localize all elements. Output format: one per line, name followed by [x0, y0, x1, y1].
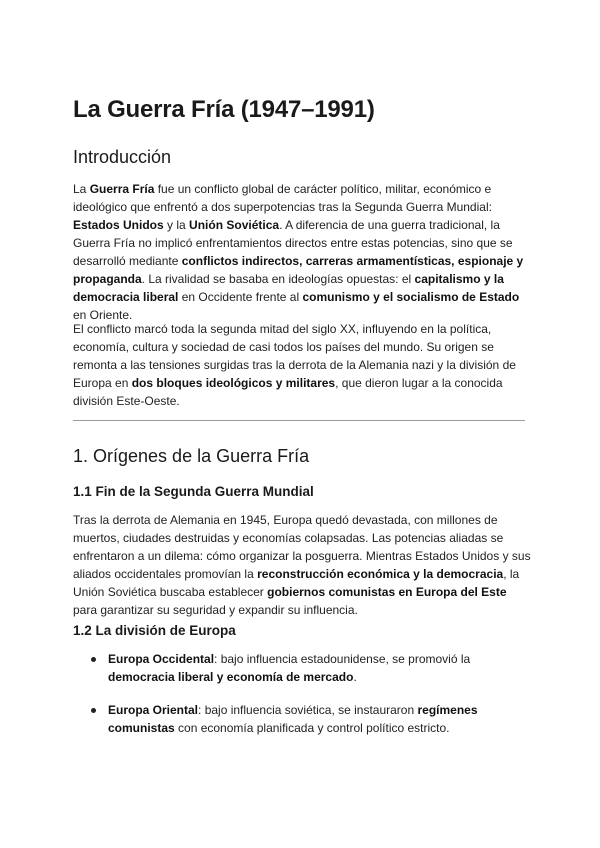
intro-paragraph-2: [73, 320, 533, 410]
text-run: con economía planificada y control político estricto.: [174, 721, 450, 735]
section-divider: [73, 420, 525, 421]
list-item-text: [108, 703, 478, 735]
bold-text: regímenes comunistas: [108, 703, 478, 735]
text-run: : bajo influencia estadounidense, se promovió la: [214, 652, 471, 666]
text-run: .: [353, 670, 357, 684]
subsection-1-1-heading: 1.1 Fin de la Segunda Guerra Mundial: [73, 484, 314, 499]
bullet-icon: [91, 657, 96, 662]
intro-paragraph-1: [73, 180, 533, 324]
bold-text: democracia liberal y economía de mercado: [108, 670, 354, 684]
europe-division-list: [73, 650, 533, 737]
bold-text: Europa Occidental: [108, 652, 215, 666]
section-1-heading: 1. Orígenes de la Guerra Fría: [73, 446, 310, 466]
text-run: . La rivalidad se basaba en ideologías opuestas: el: [141, 272, 415, 286]
bold-text: gobiernos comunistas en Europa del Este: [267, 585, 507, 599]
text-run: Tras la derrota de Alemania en 1945, Europa quedó devastada, con millones de muertos, ciudades destruidas y economías colapsadas. Las potencias aliadas se enfrentaron a un dilema: cómo organizar la posguerra. Mientras Estados Unidos y sus aliados occidentales promovían la: [73, 513, 531, 581]
bold-text: Europa Oriental: [108, 703, 199, 717]
subsection-1-2-heading: 1.2 La división de Europa: [73, 623, 236, 638]
text-run: . A diferencia de una guerra tradicional, la Guerra Fría no implicó enfrentamientos directos entre estas potencias, sino que se desarrolló mediante: [73, 218, 513, 268]
text-run: para garantizar su seguridad y expandir su influencia.: [73, 603, 358, 617]
subsection-1-1-paragraph: [73, 511, 533, 619]
list-item-eastern-europe: [73, 701, 533, 737]
bullet-icon: [91, 708, 96, 713]
text-run: en Occidente frente al: [178, 290, 303, 304]
text-run: fue un conflicto global de carácter político, militar, económico e ideológico que enfrentó a dos superpotencias tras la Segunda Guerra Mundial:: [73, 182, 492, 214]
text-run: : bajo influencia soviética, se instauraron: [198, 703, 418, 717]
document-title: La Guerra Fría (1947–1991): [73, 96, 375, 123]
list-item-text: [108, 652, 470, 684]
bold-text: reconstrucción económica y la democracia: [257, 567, 504, 581]
text-run: en Oriente.: [73, 308, 133, 322]
bold-text: Unión Soviética: [189, 218, 280, 232]
bold-text: capitalismo y la democracia liberal: [73, 272, 504, 304]
text-run: y la: [163, 218, 190, 232]
intro-heading: Introducción: [73, 147, 172, 167]
text-run: , que dieron lugar a la conocida división Este-Oeste.: [73, 376, 503, 408]
text-run: La: [73, 182, 90, 196]
bold-text: Estados Unidos: [73, 218, 164, 232]
list-item-western-europe: [73, 650, 533, 686]
text-run: El conflicto marcó toda la segunda mitad del siglo XX, influyendo en la política, economía, cultura y sociedad de casi todos los países del mundo. Su origen se remonta a las tensiones surgidas tras la derrota de la Alemania nazi y la división de Europa en: [73, 322, 516, 390]
bold-text: comunismo y el socialismo de Estado: [302, 290, 520, 304]
bold-text: dos bloques ideológicos y militares: [131, 376, 336, 390]
text-run: , la Unión Soviética buscaba establecer: [73, 567, 520, 599]
bold-text: conflictos indirectos, carreras armamentísticas, espionaje y propaganda: [73, 254, 524, 286]
bold-text: Guerra Fría: [89, 182, 155, 196]
